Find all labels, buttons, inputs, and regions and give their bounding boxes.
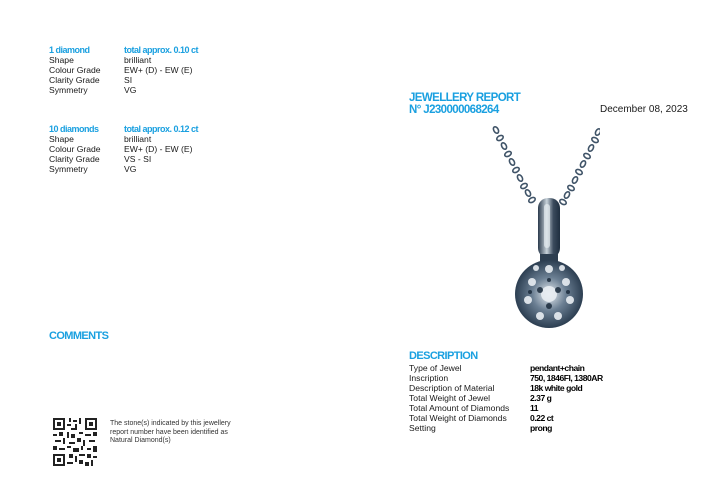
- report-date: December 08, 2023: [600, 104, 688, 115]
- stone-label: Shape: [49, 134, 74, 144]
- stone-label: Symmetry: [49, 164, 88, 174]
- description-value: prong: [530, 423, 552, 433]
- description-value: 18k white gold: [530, 383, 583, 393]
- stone-label: Clarity Grade: [49, 154, 100, 164]
- stone-group-total: total approx. 0.12 ct: [124, 124, 199, 134]
- description-label: Description of Material: [409, 383, 495, 393]
- stone-value: brilliant: [124, 55, 152, 65]
- stone-group-heading: 10 diamonds: [49, 124, 99, 134]
- stone-label: Colour Grade: [49, 65, 101, 75]
- comments-title: COMMENTS: [49, 330, 109, 342]
- description-value: 750, 1846FI, 1380AR: [530, 373, 603, 383]
- description-value: pendant+chain: [530, 363, 585, 373]
- stone-label: Clarity Grade: [49, 75, 100, 85]
- stone-label: Shape: [49, 55, 74, 65]
- stone-group-heading: 1 diamond: [49, 45, 90, 55]
- description-label: Total Weight of Diamonds: [409, 413, 507, 423]
- stone-value: SI: [124, 75, 133, 85]
- qr-code-icon: [53, 418, 97, 466]
- stone-label: Symmetry: [49, 85, 88, 95]
- stone-value: VS - SI: [124, 154, 152, 164]
- description-title: DESCRIPTION: [409, 350, 478, 362]
- stone-label: Colour Grade: [49, 144, 101, 154]
- description-value: 0.22 ct: [530, 413, 554, 423]
- description-label: Inscription: [409, 373, 449, 383]
- stone-value: EW+ (D) - EW (E): [124, 144, 193, 154]
- stone-value: brilliant: [124, 134, 152, 144]
- natural-diamond-note: The stone(s) indicated by this jewellery report number have been identified as Natural Diamond(s): [110, 420, 231, 444]
- pendant-photo-icon: [470, 122, 600, 338]
- description-value: 11: [530, 403, 539, 413]
- stone-value: VG: [124, 85, 137, 95]
- description-value: 2.37 g: [530, 393, 552, 403]
- description-label: Setting: [409, 423, 436, 433]
- stone-value: EW+ (D) - EW (E): [124, 65, 193, 75]
- description-label: Total Amount of Diamonds: [409, 403, 510, 413]
- report-title: JEWELLERY REPORT: [409, 92, 521, 104]
- report-number: N° J230000068264: [409, 104, 499, 116]
- stone-group-total: total approx. 0.10 ct: [124, 45, 199, 55]
- description-label: Type of Jewel: [409, 363, 462, 373]
- pendant-image: [470, 122, 600, 338]
- description-label: Total Weight of Jewel: [409, 393, 491, 403]
- stone-value: VG: [124, 164, 137, 174]
